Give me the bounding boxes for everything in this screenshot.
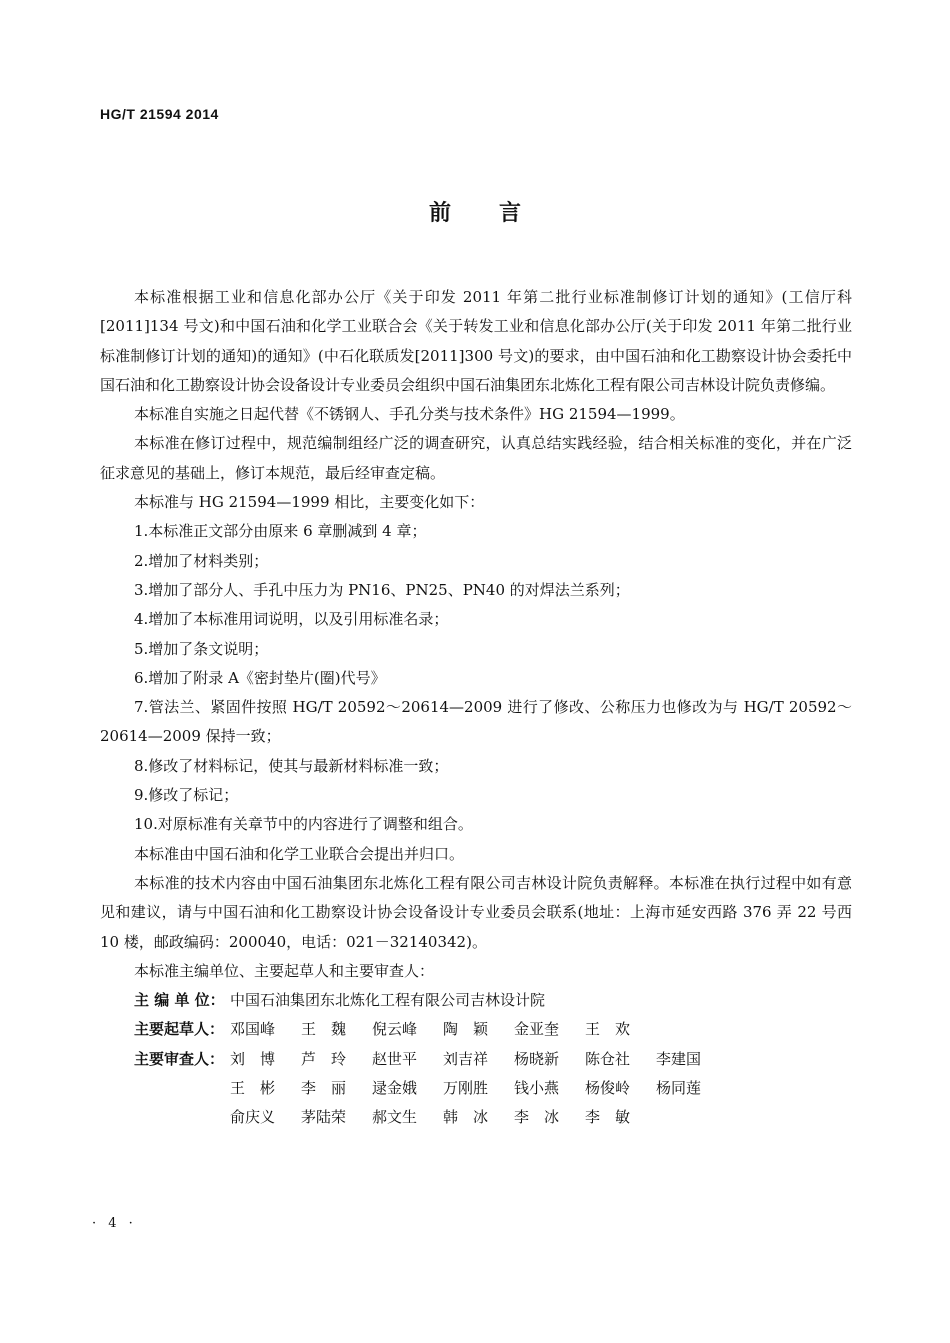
drafter-name: 邓国峰 <box>230 1020 276 1039</box>
change-item: 9.修改了标记； <box>134 786 239 805</box>
paragraph: 本标准与 HG 21594—1999 相比，主要变化如下： <box>134 493 485 512</box>
reviewer-name: 钱小燕 <box>514 1079 560 1098</box>
drafters-list <box>230 1015 750 1044</box>
reviewer-name: 李 冰 <box>514 1108 560 1127</box>
change-item: 2.增加了材料类别； <box>134 551 269 570</box>
reviewer-name: 杨晓新 <box>514 1049 560 1068</box>
change-item: 6.增加了附录 A《密封垫片(圈)代号》 <box>134 668 386 687</box>
reviewer-name: 万刚胜 <box>443 1079 489 1098</box>
paragraph: 本标准的技术内容由中国石油集团东北炼化工程有限公司吉林设计院负责解释。本标准在执行过程中如有意见和建议，请与中国石油和化工勘察设计协会设备设计专业委员会联系(地址：上海市延安西路 376 弄 22 号西 10 楼，邮政编码：200040，电话：021－32140342)。 <box>100 873 852 951</box>
drafter-name: 王 欢 <box>585 1020 631 1039</box>
reviewer-name: 茅陆荣 <box>301 1108 347 1127</box>
change-item: 3.增加了部分人、手孔中压力为 PN16、PN25、PN40 的对焊法兰系列； <box>134 580 630 599</box>
credits-block <box>100 986 852 1132</box>
reviewer-name: 芦 玲 <box>301 1049 347 1068</box>
change-item: 4.增加了本标准用词说明，以及引用标准名录； <box>134 610 449 629</box>
editor-row <box>100 986 852 1015</box>
change-item: 7.管法兰、紧固件按照 HG/T 20592～20614—2009 进行了修改、公称压力也修改为与 HG/T 20592～20614—2009 保持一致； <box>100 698 852 746</box>
drafter-name: 王 魏 <box>301 1020 347 1039</box>
reviewer-name: 李建国 <box>656 1049 702 1068</box>
reviewer-name: 俞庆义 <box>230 1108 276 1127</box>
reviewers-label: 主要审查人： <box>134 1049 225 1068</box>
reviewer-name: 韩 冰 <box>443 1108 489 1127</box>
drafter-name: 金亚奎 <box>514 1020 560 1039</box>
change-item: 8.修改了材料标记，使其与最新材料标准一致； <box>134 756 449 775</box>
drafter-name: 陶 颖 <box>443 1020 489 1039</box>
change-item: 5.增加了条文说明； <box>134 639 269 658</box>
editor-unit: 中国石油集团东北炼化工程有限公司吉林设计院 <box>230 991 546 1010</box>
paragraph: 本标准在修订过程中，规范编制组经广泛的调查研究，认真总结实践经验，结合相关标准的变化，并在广泛征求意见的基础上，修订本规范，最后经审查定稿。 <box>100 434 852 482</box>
foreword-body <box>100 283 852 1133</box>
reviewers-row <box>100 1045 852 1133</box>
paragraph: 本标准主编单位、主要起草人和主要审查人： <box>134 961 435 980</box>
reviewer-name: 逯金娥 <box>372 1079 418 1098</box>
reviewers-list <box>230 1045 750 1133</box>
reviewer-name: 陈仓社 <box>585 1049 631 1068</box>
paragraph: 本标准自实施之日起代替《不锈钢人、手孔分类与技术条件》HG 21594—1999。 <box>134 405 685 424</box>
page-title: 前言 <box>428 200 569 226</box>
reviewer-name: 李 敏 <box>585 1108 631 1127</box>
paragraph: 本标准根据工业和信息化部办公厅《关于印发 2011 年第二批行业标准制修订计划的通知》(工信厅科[2011]134 号文)和中国石油和化学工业联合会《关于转发工业和信息化部办公厅(关于印发 2011 年第二批行业标准制修订计划的通知)的通知》(中石化联质发[2011]300 号文)的要求，由中国石油和化工勘察设计协会委托中国石油和化工勘察设计协会设备设计专业委员会组织中国石油集团东北炼化工程有限公司吉林设计院负责修编。 <box>100 288 852 394</box>
page-number: · 4 · <box>92 1216 137 1231</box>
reviewer-name: 杨同莲 <box>656 1079 702 1098</box>
standard-code: HG/T 21594 2014 <box>100 106 219 122</box>
drafters-label: 主要起草人： <box>134 1020 225 1039</box>
reviewer-name: 杨俊岭 <box>585 1079 631 1098</box>
reviewer-name: 郝文生 <box>372 1108 418 1127</box>
reviewer-name: 刘 博 <box>230 1049 276 1068</box>
change-item: 10.对原标准有关章节中的内容进行了调整和组合。 <box>134 815 473 834</box>
reviewer-name: 赵世平 <box>372 1049 418 1068</box>
paragraph: 本标准由中国石油和化学工业联合会提出并归口。 <box>134 844 465 863</box>
reviewer-name: 李 丽 <box>301 1079 347 1098</box>
reviewer-name: 刘吉祥 <box>443 1049 489 1068</box>
reviewer-name: 王 彬 <box>230 1079 276 1098</box>
drafter-name: 倪云峰 <box>372 1020 418 1039</box>
editor-label: 主 编 单 位： <box>134 991 225 1010</box>
change-item: 1.本标准正文部分由原来 6 章删减到 4 章； <box>134 522 427 541</box>
drafters-row <box>100 1015 852 1044</box>
